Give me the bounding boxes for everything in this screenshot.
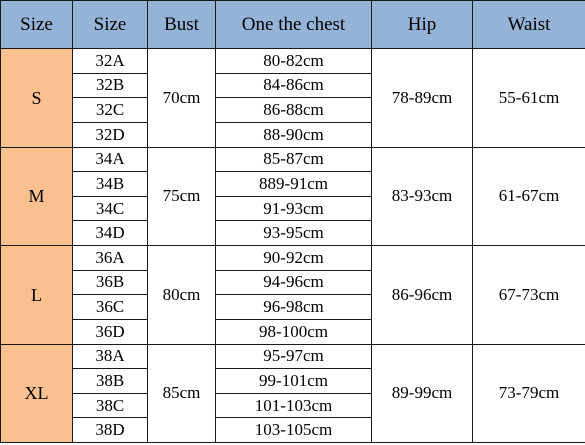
table-row	[1, 246, 585, 271]
chest-cell: 86-88cm	[216, 98, 372, 123]
table-row	[1, 147, 585, 172]
cup-cell: 32B	[73, 73, 148, 98]
header-hip: Hip	[372, 1, 473, 49]
table-row	[1, 49, 585, 74]
cup-cell: 34A	[73, 147, 148, 172]
chest-cell: 85-87cm	[216, 147, 372, 172]
chest-cell: 88-90cm	[216, 122, 372, 147]
waist-cell: 55-61cm	[473, 49, 585, 148]
header-cup-size: Size	[73, 1, 148, 49]
cup-cell: 32D	[73, 122, 148, 147]
bust-cell: 85cm	[148, 344, 216, 443]
hip-cell: 83-93cm	[372, 147, 473, 246]
table-row	[1, 344, 585, 369]
cup-cell: 32A	[73, 49, 148, 74]
cup-cell: 32C	[73, 98, 148, 123]
hip-cell: 78-89cm	[372, 49, 473, 148]
cup-cell: 34B	[73, 172, 148, 197]
size-label-cell: XL	[1, 344, 73, 443]
chest-cell: 98-100cm	[216, 319, 372, 344]
cup-cell: 38D	[73, 418, 148, 443]
cup-cell: 38C	[73, 393, 148, 418]
chest-cell: 93-95cm	[216, 221, 372, 246]
cup-cell: 36B	[73, 270, 148, 295]
waist-cell: 73-79cm	[473, 344, 585, 443]
header-bust: Bust	[148, 1, 216, 49]
cup-cell: 36C	[73, 295, 148, 320]
chest-cell: 889-91cm	[216, 172, 372, 197]
hip-cell: 86-96cm	[372, 246, 473, 345]
cup-cell: 38A	[73, 344, 148, 369]
chest-cell: 84-86cm	[216, 73, 372, 98]
chest-cell: 101-103cm	[216, 393, 372, 418]
chest-cell: 96-98cm	[216, 295, 372, 320]
size-label-cell: M	[1, 147, 73, 246]
hip-cell: 89-99cm	[372, 344, 473, 443]
header-waist: Waist	[473, 1, 585, 49]
cup-cell: 36A	[73, 246, 148, 271]
cup-cell: 34D	[73, 221, 148, 246]
waist-cell: 61-67cm	[473, 147, 585, 246]
cup-cell: 34C	[73, 196, 148, 221]
chest-cell: 103-105cm	[216, 418, 372, 443]
chest-cell: 99-101cm	[216, 369, 372, 394]
size-label-cell: S	[1, 49, 73, 148]
chest-cell: 90-92cm	[216, 246, 372, 271]
chest-cell: 94-96cm	[216, 270, 372, 295]
header-chest: One the chest	[216, 1, 372, 49]
bust-cell: 80cm	[148, 246, 216, 345]
bust-cell: 70cm	[148, 49, 216, 148]
bust-cell: 75cm	[148, 147, 216, 246]
header-row	[1, 1, 585, 49]
size-label-cell: L	[1, 246, 73, 345]
waist-cell: 67-73cm	[473, 246, 585, 345]
cup-cell: 38B	[73, 369, 148, 394]
chest-cell: 80-82cm	[216, 49, 372, 74]
chest-cell: 91-93cm	[216, 196, 372, 221]
cup-cell: 36D	[73, 319, 148, 344]
chest-cell: 95-97cm	[216, 344, 372, 369]
header-size: Size	[1, 1, 73, 49]
